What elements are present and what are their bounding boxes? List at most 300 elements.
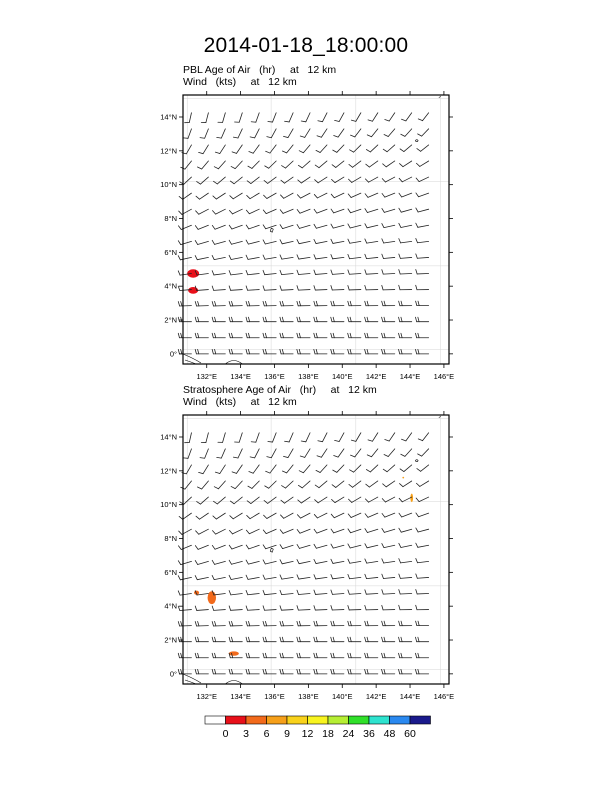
wind-barb-feather <box>212 545 215 549</box>
wind-barb <box>218 113 225 123</box>
wind-barb <box>399 590 412 594</box>
wind-barb <box>280 349 293 354</box>
wind-barb-shaft <box>223 113 226 123</box>
wind-barb-shaft <box>423 113 429 121</box>
wind-barb-feather <box>416 193 419 197</box>
wind-barb-feather <box>331 669 332 674</box>
wind-barb <box>297 224 310 228</box>
wind-barb <box>331 193 344 198</box>
wind-barb <box>229 209 242 214</box>
wind-barb-feather <box>318 121 323 122</box>
wind-barb <box>229 349 242 354</box>
wind-barb <box>382 669 395 674</box>
wind-barb-feather <box>348 605 349 609</box>
wind-barb-feather <box>416 543 418 547</box>
wind-barb-shaft <box>354 465 361 472</box>
wind-barb-feather <box>333 621 334 625</box>
wind-barb-shaft <box>255 129 260 138</box>
wind-barb-feather <box>382 528 384 532</box>
wind-barb-feather <box>197 167 201 169</box>
wind-barb-feather <box>299 301 300 305</box>
wind-barb <box>180 497 192 504</box>
wind-barb <box>229 560 242 564</box>
wind-barb <box>399 543 412 547</box>
wind-barb-feather <box>401 333 402 338</box>
wind-barb-feather <box>348 637 349 642</box>
wind-barb-shaft <box>231 577 242 579</box>
wind-barb-feather <box>399 543 401 547</box>
wind-barb-shaft <box>422 449 429 456</box>
wind-barb-shaft <box>184 177 192 184</box>
wind-barb-feather <box>230 516 233 519</box>
wind-barb-feather <box>384 455 388 457</box>
wind-barb <box>281 497 293 503</box>
wind-barb-shaft <box>305 129 310 138</box>
wind-barb-shaft <box>418 209 429 212</box>
wind-barb <box>418 449 429 456</box>
wind-barb-feather <box>248 637 249 642</box>
wind-barb-shaft <box>384 225 395 227</box>
wind-barb-feather <box>384 637 385 642</box>
wind-barb-feather <box>198 653 199 658</box>
wind-barb <box>280 669 293 674</box>
wind-barb-feather <box>263 637 264 642</box>
wind-barb <box>229 301 242 306</box>
wind-barb-feather <box>196 516 200 519</box>
wind-barb <box>365 317 378 322</box>
wind-barb <box>348 333 361 338</box>
wind-barb-shaft <box>400 273 412 274</box>
wind-barb-feather <box>418 653 419 658</box>
wind-barb <box>331 621 344 626</box>
wind-barb-shaft <box>252 481 259 488</box>
wind-barb <box>382 193 395 197</box>
wind-barb-shaft <box>233 193 242 199</box>
wind-barb-shaft <box>418 241 429 242</box>
wind-barb-feather <box>333 637 334 642</box>
coastline <box>183 674 201 683</box>
wind-barb-shaft <box>282 273 293 274</box>
wind-barb <box>247 513 260 519</box>
colorbar-swatch <box>226 716 247 724</box>
wind-barb-feather <box>314 575 316 579</box>
wind-barb <box>400 161 412 167</box>
wind-barb-shaft <box>322 113 327 122</box>
wind-barb-shaft <box>386 161 395 167</box>
wind-barb <box>195 560 208 564</box>
wind-barb-shaft <box>401 545 412 547</box>
wind-barb-feather <box>297 530 300 534</box>
wind-barb-shaft <box>302 161 310 168</box>
wind-barb-shaft <box>418 545 429 547</box>
wind-barb <box>383 161 395 167</box>
wind-barb-shaft <box>249 529 259 534</box>
wind-barb-feather <box>382 605 383 609</box>
lon-tick-label: 138°E <box>298 372 319 381</box>
wind-barb <box>348 209 361 213</box>
wind-barb <box>382 637 395 642</box>
wind-barb <box>246 286 259 290</box>
wind-barb-shaft <box>339 433 344 442</box>
wind-barb-feather <box>418 349 419 354</box>
wind-barb-shaft <box>288 449 293 458</box>
wind-barb <box>280 193 293 198</box>
wind-barb-feather <box>263 621 264 625</box>
wind-barb <box>365 637 378 642</box>
wind-barb-shaft <box>333 561 344 563</box>
wind-barb-feather <box>331 653 332 658</box>
wind-barb <box>246 301 259 306</box>
wind-barb-shaft <box>422 129 429 136</box>
wind-barb-feather <box>331 270 333 274</box>
wind-barb-feather <box>415 333 416 338</box>
wind-barb <box>331 224 344 228</box>
wind-barb <box>385 433 395 441</box>
wind-barb <box>399 270 412 274</box>
wind-barb-feather <box>263 317 264 322</box>
wind-barb-shaft <box>281 610 293 611</box>
wind-barb <box>314 209 327 213</box>
wind-barb-shaft <box>333 545 344 548</box>
wind-barb <box>297 669 310 674</box>
wind-barb-feather <box>365 590 366 594</box>
wind-barb-feather <box>233 457 238 458</box>
wind-barb-feather <box>382 301 383 305</box>
wind-barb-feather <box>265 669 266 674</box>
wind-barb-feather <box>314 224 316 228</box>
wind-barb-shaft <box>350 241 361 243</box>
wind-barb-shaft <box>201 177 209 184</box>
wind-barb-feather <box>246 333 247 338</box>
wind-barb-feather <box>282 151 286 153</box>
wind-barb <box>264 513 277 518</box>
wind-barb-shaft <box>235 481 242 489</box>
wind-barb-feather <box>331 637 332 642</box>
wind-barb-feather <box>195 240 197 244</box>
wind-barb-feather <box>178 669 179 674</box>
wind-barbs <box>178 113 428 354</box>
wind-barb <box>299 465 310 473</box>
wind-barb <box>351 433 361 442</box>
wind-barb-shaft <box>384 561 395 563</box>
wind-barb <box>417 145 429 151</box>
wind-barb <box>382 239 395 243</box>
wind-barb <box>399 333 412 338</box>
wind-barb <box>232 465 242 473</box>
wind-barb <box>298 481 310 488</box>
wind-barb-feather <box>280 545 282 549</box>
wind-barb <box>263 286 276 290</box>
wind-barb-shaft <box>284 513 293 518</box>
wind-barb-shaft <box>299 545 310 548</box>
wind-barb-feather <box>334 135 338 137</box>
wind-barb-feather <box>297 286 298 290</box>
wind-barb <box>366 145 377 152</box>
lon-tick-label: 136°E <box>264 372 285 381</box>
wind-barb-feather <box>314 637 315 642</box>
wind-barb-feather <box>229 669 230 674</box>
wind-barb-feather <box>178 546 181 550</box>
colorbar-swatch <box>267 716 288 724</box>
wind-barb <box>399 285 412 289</box>
wind-barb <box>247 177 259 184</box>
wind-barb <box>331 301 344 306</box>
wind-barb <box>415 333 428 338</box>
wind-barb <box>416 269 429 273</box>
wind-barb <box>199 145 209 154</box>
wind-barb <box>230 513 243 519</box>
wind-barb-feather <box>382 254 384 258</box>
wind-barb-feather <box>383 484 387 487</box>
colorbar-swatch <box>328 716 349 724</box>
wind-barb <box>382 653 395 658</box>
wind-barb-feather <box>416 223 418 227</box>
wind-barb <box>197 497 209 504</box>
wind-barb-shaft <box>197 610 209 611</box>
wind-barb-feather <box>399 193 402 197</box>
wind-barb-shaft <box>387 145 395 152</box>
wind-barb <box>348 301 361 306</box>
wind-barb <box>280 621 293 626</box>
wind-barb-feather <box>229 286 230 290</box>
wind-barb <box>382 590 395 594</box>
wind-barb <box>212 301 225 306</box>
wind-barb-shaft <box>367 209 377 212</box>
wind-barb-shaft <box>401 241 412 243</box>
wind-barb <box>213 177 225 184</box>
wind-barb-feather <box>229 255 231 259</box>
wind-barb-shaft <box>205 129 209 138</box>
colorbar-label: 60 <box>404 728 416 740</box>
wind-barb <box>416 208 429 212</box>
wind-barb <box>233 449 242 458</box>
wind-barb-feather <box>229 606 230 610</box>
wind-barb-feather <box>331 606 332 610</box>
wind-barb <box>350 145 361 152</box>
wind-barb <box>246 317 259 322</box>
wind-barb-feather <box>214 167 218 169</box>
colorbar-label: 24 <box>342 728 355 740</box>
wind-barb-feather <box>367 669 368 674</box>
wind-barb-shaft <box>369 161 377 167</box>
wind-barb-shaft <box>283 209 293 213</box>
wind-barb-feather <box>297 669 298 674</box>
wind-barb-feather <box>314 653 315 658</box>
wind-barb-shaft <box>333 241 344 243</box>
wind-barb <box>314 544 327 548</box>
wind-barb <box>314 301 327 306</box>
wind-barb <box>348 239 361 243</box>
wind-barb-feather <box>314 270 316 274</box>
wind-barb <box>214 161 225 169</box>
wind-barb-shaft <box>400 257 411 258</box>
wind-barb <box>246 669 259 674</box>
wind-barb-shaft <box>198 225 208 229</box>
wind-barb <box>229 317 242 322</box>
wind-barb-feather <box>315 165 319 168</box>
wind-barb-feather <box>231 637 232 642</box>
wind-barb-feather <box>382 224 384 228</box>
wind-barb <box>200 129 208 138</box>
wind-barb-feather <box>212 255 214 259</box>
wind-barb <box>179 209 192 214</box>
wind-barb-shaft <box>334 193 344 198</box>
wind-barb <box>201 433 208 443</box>
wind-barb <box>416 254 429 258</box>
wind-barb-feather <box>382 349 383 354</box>
wind-barb <box>332 497 344 503</box>
wind-barb <box>314 270 327 274</box>
wind-barb-feather <box>418 301 419 305</box>
wind-barb <box>263 209 276 213</box>
wind-barb <box>282 161 294 168</box>
wind-barb <box>213 497 225 504</box>
wind-barb <box>247 193 260 199</box>
wind-barb-shaft <box>402 193 412 197</box>
wind-barb-feather <box>199 472 203 473</box>
wind-barb <box>382 349 395 354</box>
wind-barb-shaft <box>336 161 344 168</box>
wind-barb-shaft <box>317 529 327 533</box>
wind-barb <box>280 240 293 244</box>
wind-barb <box>299 145 310 153</box>
wind-barb <box>399 653 412 658</box>
wind-barb <box>416 574 429 578</box>
wind-barb <box>217 449 226 458</box>
wind-barb-feather <box>366 469 370 471</box>
wind-barb <box>229 669 242 674</box>
wind-barb-feather <box>399 605 400 609</box>
wind-barb-feather <box>280 225 282 229</box>
wind-barb <box>314 317 327 322</box>
lon-tick-label: 144°E <box>399 692 421 701</box>
wind-barb-shaft <box>419 193 429 197</box>
wind-barb-feather <box>299 349 300 354</box>
wind-barb-feather <box>315 485 319 488</box>
wind-barb <box>285 113 294 122</box>
wind-barb <box>365 590 378 594</box>
wind-barb-feather <box>179 516 183 519</box>
wind-barb-feather <box>263 545 266 549</box>
wind-barb-feather <box>229 591 231 595</box>
wind-barb-shaft <box>283 225 294 228</box>
wind-barb-feather <box>195 560 197 564</box>
wind-barb <box>348 590 361 594</box>
wind-barb-feather <box>280 301 281 305</box>
wind-barb-feather <box>246 255 248 259</box>
wind-barb-feather <box>215 152 219 153</box>
wind-barb <box>263 225 276 229</box>
wind-barb-shaft <box>337 465 344 472</box>
wind-barb-feather <box>382 669 383 674</box>
wind-barb-shaft <box>265 561 276 564</box>
wind-barb <box>246 255 259 259</box>
wind-barb-feather <box>365 224 367 228</box>
wind-barb-feather <box>263 255 265 259</box>
wind-barb-feather <box>382 285 383 289</box>
wind-barb <box>263 669 276 674</box>
wind-barb-shaft <box>350 545 361 548</box>
wind-barb-shaft <box>248 290 260 291</box>
wind-barb-feather <box>400 469 404 472</box>
wind-barb <box>297 529 310 533</box>
wind-barb-shaft <box>215 561 226 564</box>
lat-tick-label: 2°N <box>164 635 177 645</box>
wind-barb-feather <box>384 669 385 674</box>
wind-barb-shaft <box>356 113 361 122</box>
wind-barb-feather <box>299 471 303 473</box>
wind-barb-shaft <box>388 449 395 457</box>
wind-barb-feather <box>418 669 419 674</box>
wind-barb <box>415 653 428 658</box>
wind-barb <box>246 240 259 244</box>
wind-barb <box>331 255 344 259</box>
wind-barb <box>178 256 191 260</box>
wind-barb <box>315 177 327 183</box>
wind-barb <box>230 193 243 199</box>
wind-barb <box>282 145 293 153</box>
wind-barb-feather <box>248 349 249 354</box>
map-panel-pbl <box>160 91 454 381</box>
wind-barb-feather <box>384 333 385 338</box>
wind-barb <box>399 605 412 609</box>
wind-barb-feather <box>399 637 400 642</box>
wind-barb-feather <box>401 454 405 456</box>
wind-barb-shaft <box>406 113 412 121</box>
wind-barb <box>235 433 243 443</box>
wind-barb-feather <box>178 349 179 354</box>
wind-barb <box>348 317 361 322</box>
wind-barb-feather <box>195 349 196 354</box>
lat-tick-label: 4°N <box>164 601 177 611</box>
wind-barb-feather <box>314 194 317 197</box>
wind-barb-feather <box>316 621 317 625</box>
wind-barb-feather <box>178 591 180 595</box>
wind-barb-shaft <box>419 497 429 502</box>
wind-barb-feather <box>215 333 216 338</box>
map-panel-strat <box>160 411 454 701</box>
wind-barb-feather <box>229 530 232 534</box>
wind-barb-feather <box>268 442 273 443</box>
wind-barb-feather <box>382 317 383 322</box>
wind-barb-shaft <box>284 177 293 183</box>
wind-barb <box>331 209 344 213</box>
wind-barb-feather <box>248 301 249 305</box>
colorbar-swatch <box>287 716 308 724</box>
wind-barb <box>297 590 310 594</box>
wind-barb-feather <box>248 333 249 338</box>
wind-barb <box>382 317 395 322</box>
wind-barb-feather <box>314 349 315 354</box>
wind-barb <box>314 513 327 518</box>
wind-barb <box>365 193 378 197</box>
wind-barb <box>418 129 429 136</box>
wind-barb-feather <box>350 637 351 642</box>
wind-barb-feather <box>399 254 401 258</box>
wind-barb-feather <box>263 590 265 594</box>
wind-barb <box>195 333 208 338</box>
wind-barb-feather <box>300 136 304 137</box>
wind-barb-feather <box>297 210 300 214</box>
wind-barb-shaft <box>220 465 226 474</box>
wind-barb-shaft <box>386 481 395 487</box>
wind-barb-shaft <box>197 290 209 291</box>
wind-barb <box>399 559 412 563</box>
wind-barb-feather <box>246 270 248 274</box>
wind-barb-shaft <box>385 513 395 517</box>
wind-barb-shaft <box>231 257 242 259</box>
wind-barb-feather <box>200 138 205 139</box>
